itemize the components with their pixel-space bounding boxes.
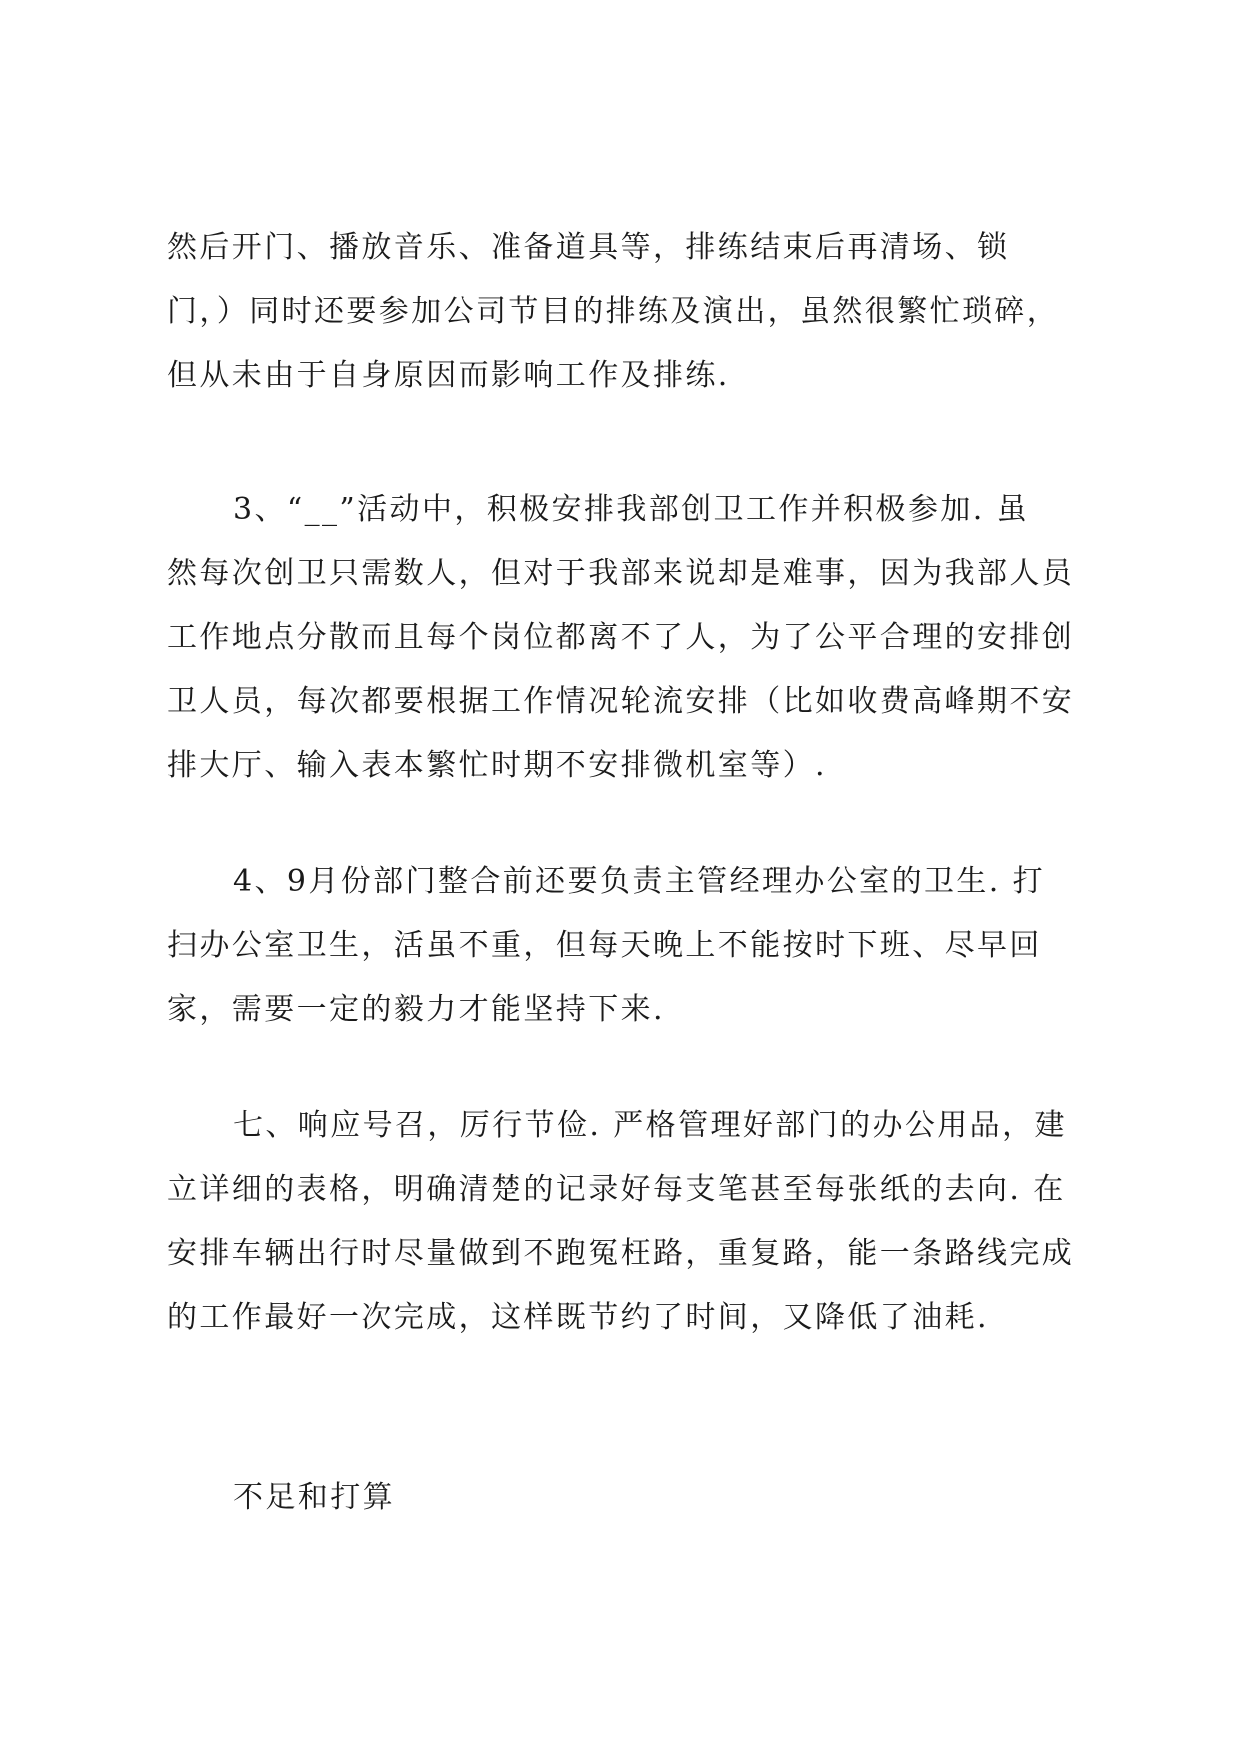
paragraph-item-3 (167, 478, 1097, 798)
paragraph-item-7 (167, 1094, 1097, 1350)
text-line: 安排车辆出行时尽量做到不跑冤枉路，重复路，能一条路线完成 (167, 1236, 1075, 1271)
text-line: 七、响应号召，厉行节俭. 严格管理好部门的办公用品，建 (233, 1108, 1067, 1143)
text-line: 家，需要一定的毅力才能坚持下来. (167, 992, 665, 1027)
text-line: 3、“__”活动中，积极安排我部创卫工作并积极参加. 虽 (233, 492, 1030, 527)
text-line: 的工作最好一次完成，这样既节约了时间，又降低了油耗. (167, 1300, 989, 1335)
section-heading (167, 1466, 1097, 1530)
text-line: 立详细的表格，明确清楚的记录好每支笔甚至每张纸的去向. 在 (167, 1172, 1066, 1207)
text-line: 然每次创卫只需数人，但对于我部来说却是难事，因为我部人员 (167, 556, 1075, 591)
text-line: 4、9月份部门整合前还要负责主管经理办公室的卫生. 打 (233, 864, 1046, 899)
text-line: 门，）同时还要参加公司节目的排练及演出，虽然很繁忙琐碎， (167, 294, 1060, 329)
text-line: 工作地点分散而且每个岗位都离不了人，为了公平合理的安排创 (167, 620, 1075, 655)
text-line: 但从未由于自身原因而影响工作及排练. (167, 358, 730, 393)
text-line: 排大厅、输入表本繁忙时期不安排微机室等）. (167, 748, 827, 783)
paragraph-item-4 (167, 850, 1097, 1042)
text-line: 卫人员，每次都要根据工作情况轮流安排（比如收费高峰期不安 (167, 684, 1075, 719)
text-line: 然后开门、播放音乐、准备道具等，排练结束后再清场、锁 (167, 230, 1010, 265)
text-line: 扫办公室卫生，活虽不重，但每天晚上不能按时下班、尽早回 (167, 928, 1042, 963)
paragraph-continuation (167, 216, 1097, 408)
heading-text: 不足和打算 (233, 1480, 395, 1515)
